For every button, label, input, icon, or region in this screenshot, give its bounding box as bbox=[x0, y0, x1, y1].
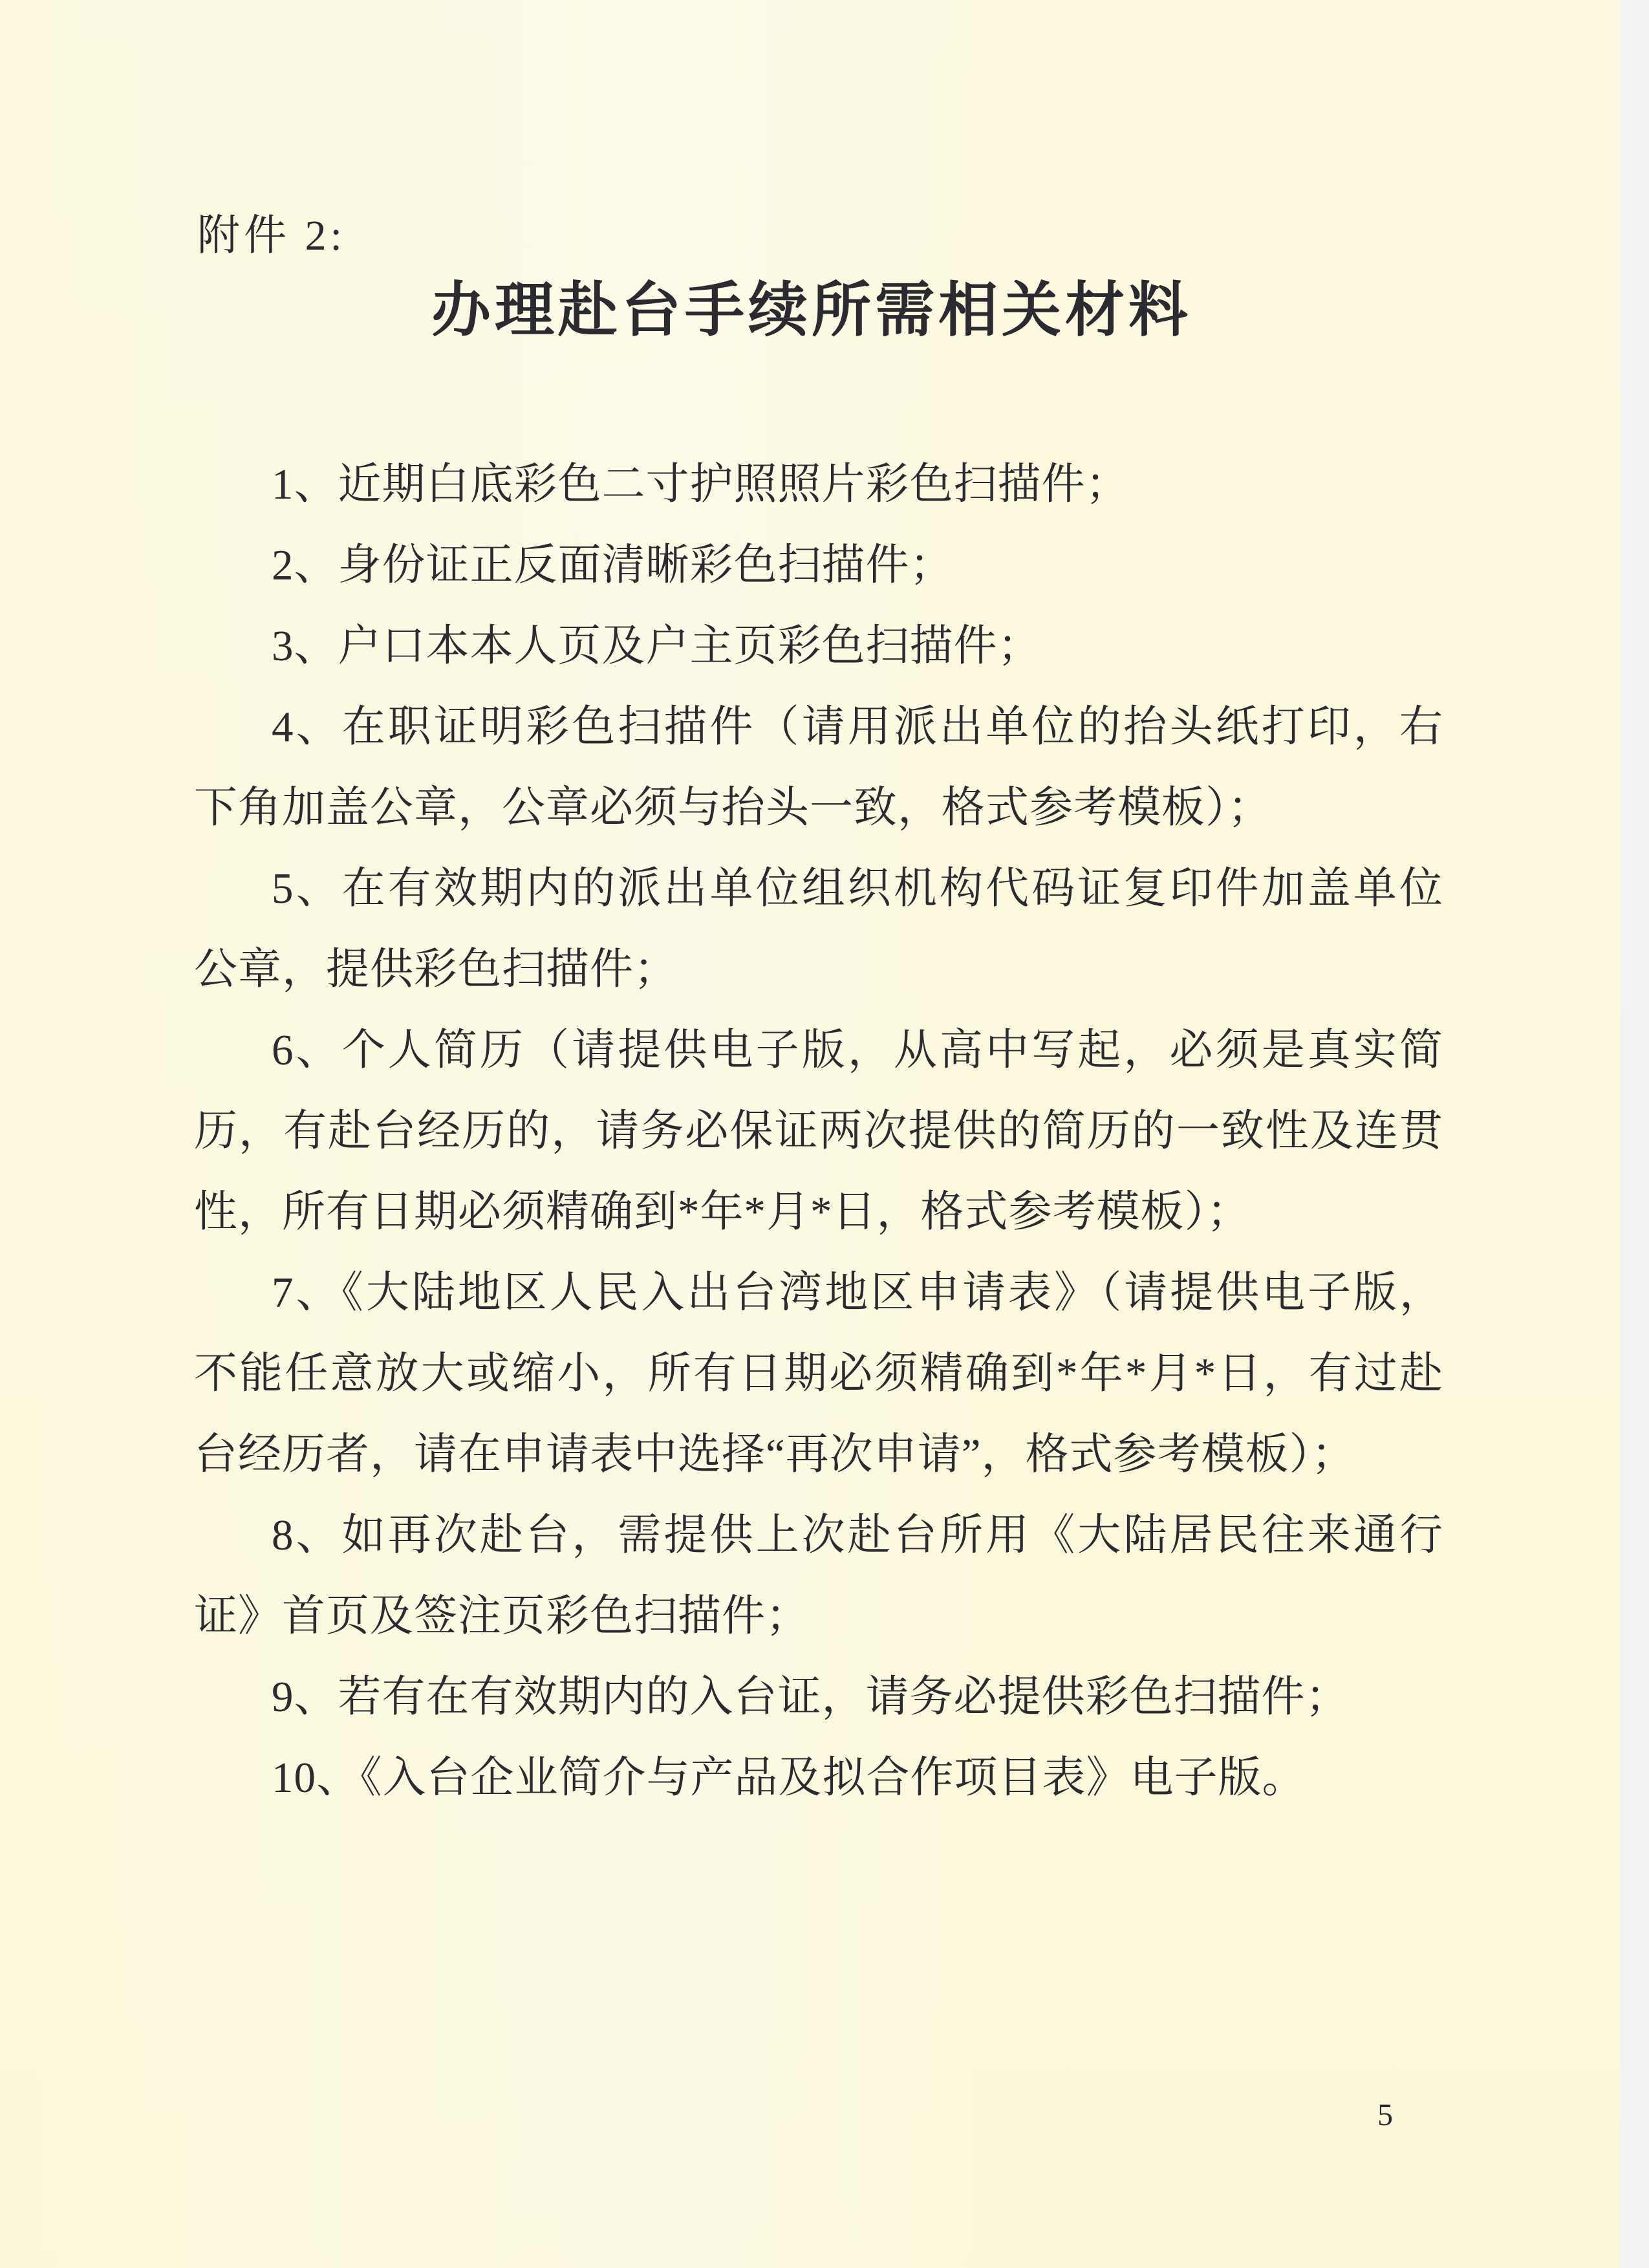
list-item-7-line-3: 台经历者，请在申请表中选择“再次申请”，格式参考模板）； bbox=[194, 1431, 1355, 1478]
scanner-edge-strip bbox=[1621, 0, 1649, 2268]
list-item-9-line-1: 9、若有在有效期内的入台证，请务必提供彩色扫描件； bbox=[272, 1673, 1350, 1721]
list-item-6-line-3: 性，所有日期必须精确到*年*月*日，格式参考模板）； bbox=[194, 1188, 1251, 1236]
list-item-7-line-2: 不能任意放大或缩小，所有日期必须精确到*年*月*日，有过赴 bbox=[194, 1350, 1443, 1398]
list-item-3-line-1: 3、户口本本人页及户主页彩色扫描件； bbox=[272, 622, 1042, 670]
list-item-6-line-2: 历，有赴台经历的，请务必保证两次提供的简历的一致性及连贯 bbox=[194, 1107, 1443, 1155]
list-item-5-line-2: 公章，提供彩色扫描件； bbox=[194, 945, 678, 993]
list-item-10-line-1: 10、《入台企业简介与产品及拟合作项目表》电子版。 bbox=[272, 1754, 1306, 1802]
list-item-6-line-1: 6、个人简历（请提供电子版，从高中写起，必须是真实简 bbox=[272, 1026, 1443, 1074]
attachment-label: 附件 2: bbox=[197, 212, 346, 259]
list-item-7-line-1: 7、《大陆地区人民入出台湾地区申请表》（请提供电子版， bbox=[272, 1269, 1443, 1317]
list-item-4-line-1: 4、在职证明彩色扫描件（请用派出单位的抬头纸打印，右 bbox=[272, 703, 1443, 751]
list-item-5-line-1: 5、在有效期内的派出单位组织机构代码证复印件加盖单位 bbox=[272, 865, 1443, 913]
list-item-4-line-2: 下角加盖公章，公章必须与抬头一致，格式参考模板）； bbox=[194, 784, 1272, 832]
document-body bbox=[194, 444, 1443, 1819]
list-item-2-line-1: 2、身份证正反面清晰彩色扫描件； bbox=[272, 541, 954, 589]
document-title: 办理赴台手续所需相关材料 bbox=[431, 277, 1192, 343]
list-item-8-line-2: 证》首页及签注页彩色扫描件； bbox=[194, 1592, 810, 1640]
list-item-1-line-1: 1、近期白底彩色二寸护照照片彩色扫描件； bbox=[272, 460, 1130, 508]
page-number: 5 bbox=[1377, 2098, 1393, 2132]
list-item-8-line-1: 8、如再次赴台，需提供上次赴台所用《大陆居民往来通行 bbox=[272, 1511, 1443, 1559]
